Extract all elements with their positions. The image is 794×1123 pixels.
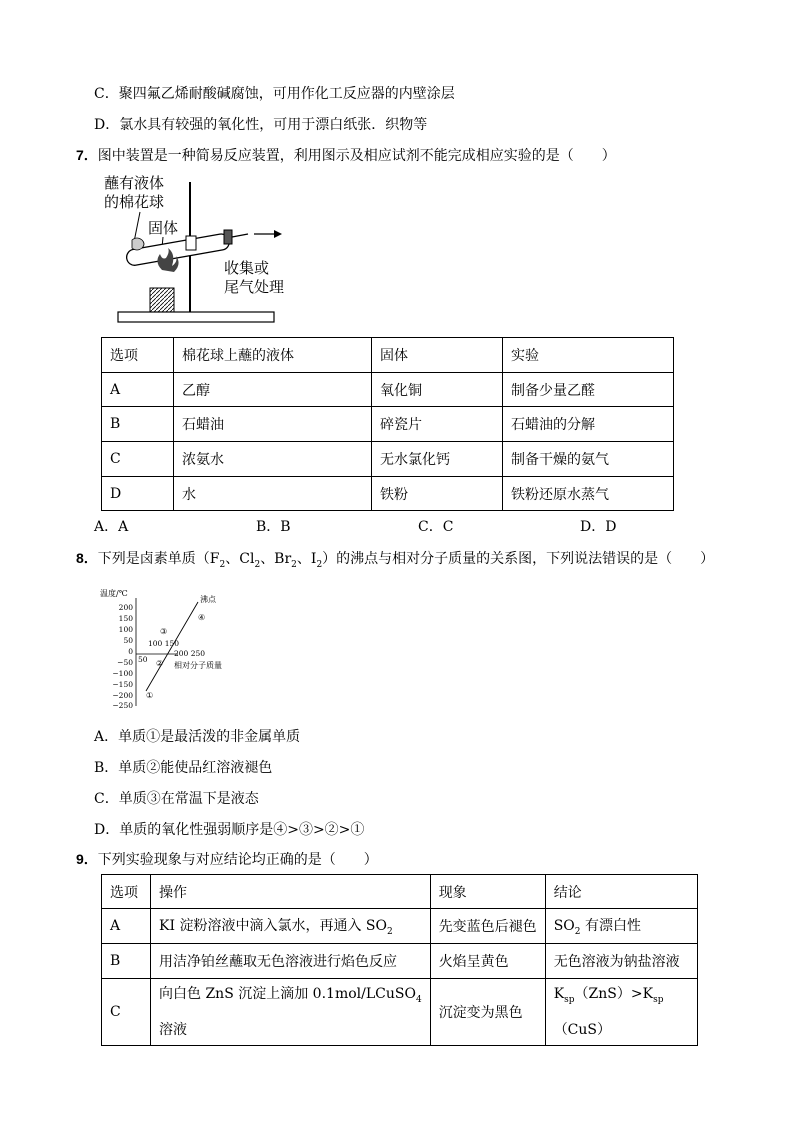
q8-sep2: 、Br <box>260 551 292 567</box>
sub: 2 <box>254 559 261 570</box>
marker-3: ③ <box>160 627 168 636</box>
sub: 2 <box>219 559 226 570</box>
table-row <box>102 407 674 442</box>
q8-stem-pre: 下列是卤素单质（F <box>97 551 220 567</box>
q7-stem-text: 图中装置是一种简易反应装置，利用图示及相应试剂不能完成相应实验的是（ ） <box>97 148 616 164</box>
q6-option-d: D．氯水具有较强的氧化性，可用于漂白纸张．织物等 <box>94 117 428 133</box>
y-tick-labels <box>112 603 133 708</box>
table-row <box>102 338 674 373</box>
cell <box>151 909 431 944</box>
y-tick: −50 <box>117 658 133 667</box>
arrow-head <box>274 230 282 238</box>
cotton-ball <box>132 238 144 250</box>
q7-table <box>101 337 674 511</box>
sub: 2 <box>316 559 323 570</box>
label-cotton-line1: 蘸有液体 <box>104 174 165 192</box>
cell: C <box>102 979 151 1046</box>
cell: B <box>102 407 174 442</box>
q7-option-d: D．D <box>580 519 617 535</box>
x-tick-100-150: 100 150 <box>148 639 180 648</box>
q9-number: 9． <box>76 851 98 867</box>
cell: C <box>102 442 174 477</box>
q8-number: 8． <box>76 550 98 566</box>
sub: sp <box>653 994 664 1005</box>
op-text: 溶液 <box>159 1021 187 1038</box>
cell: D <box>102 477 174 511</box>
cell: 石蜡油 <box>174 407 372 442</box>
q7-header-option: 选项 <box>102 338 174 373</box>
marker-4: ④ <box>198 613 206 622</box>
q8-stem <box>76 548 714 570</box>
y-tick: 0 <box>128 647 133 656</box>
q7-stem <box>76 145 616 165</box>
cell <box>545 909 697 944</box>
chart-xlabel: 相对分子质量 <box>174 661 222 670</box>
q9-header-phenomenon: 现象 <box>430 875 545 909</box>
label-cotton-line2: 的棉花球 <box>104 193 165 211</box>
q9-table <box>101 874 698 1046</box>
cell: A <box>102 909 151 944</box>
cell: 碎瓷片 <box>372 407 503 442</box>
y-tick: 100 <box>118 625 133 634</box>
cell: 铁粉还原水蒸气 <box>503 477 674 511</box>
q9-stem-text: 下列实验现象与对应结论均正确的是（ ） <box>97 852 378 868</box>
y-tick: −150 <box>112 680 133 689</box>
table-row <box>102 909 698 944</box>
cell: 石蜡油的分解 <box>503 407 674 442</box>
q7-option-c: C．C <box>418 519 454 535</box>
cell: 浓氨水 <box>174 442 372 477</box>
y-tick: −250 <box>112 701 133 708</box>
burner <box>150 288 174 312</box>
marker-2: ② <box>156 659 164 668</box>
concl-text: K <box>553 986 565 1002</box>
q7-header-experiment: 实验 <box>503 338 674 373</box>
sub: 2 <box>386 926 393 937</box>
cell: 火焰呈黄色 <box>430 944 545 979</box>
y-tick: 200 <box>118 603 133 612</box>
q8-sep1: 、Cl <box>225 551 255 567</box>
cell <box>545 979 697 1046</box>
x-tick-50: 50 <box>138 655 148 664</box>
concl-text: （ZnS）>K <box>574 986 654 1002</box>
q8-option-c: C．单质③在常温下是液态 <box>94 791 259 807</box>
y-tick: 50 <box>123 636 133 645</box>
q7-header-liquid: 棉花球上蘸的液体 <box>174 338 372 373</box>
q8-boiling-point-chart <box>100 588 250 708</box>
table-row <box>102 944 698 979</box>
q9-header-operation: 操作 <box>151 875 431 909</box>
y-tick: 150 <box>118 614 133 623</box>
cell: 乙醇 <box>174 373 372 407</box>
table-row <box>102 442 674 477</box>
sub: sp <box>564 994 575 1005</box>
cell: 铁粉 <box>372 477 503 511</box>
cell <box>151 979 431 1046</box>
cell: 制备干燥的氨气 <box>503 442 674 477</box>
op-text: KI 淀粉溶液中滴入氯水，再通入 SO <box>159 918 387 935</box>
cell: 水 <box>174 477 372 511</box>
cell: 用洁净铂丝蘸取无色溶液进行焰色反应 <box>151 944 431 979</box>
y-tick: −100 <box>112 669 133 678</box>
q7-option-a: A．A <box>94 519 129 535</box>
q7-option-b: B．B <box>256 519 291 535</box>
series-label: 沸点 <box>200 595 216 604</box>
q9-header-option: 选项 <box>102 875 151 909</box>
q7-number: 7． <box>76 147 98 163</box>
table-row <box>102 875 698 909</box>
cell: 氧化铜 <box>372 373 503 407</box>
cell: 无水氯化钙 <box>372 442 503 477</box>
concl-text: SO <box>553 918 575 935</box>
op-text: 向白色 ZnS 沉淀上滴加 0.1mol/LCuSO <box>159 986 416 1002</box>
cell: 制备少量乙醛 <box>503 373 674 407</box>
clamp <box>186 236 196 250</box>
sub: 2 <box>291 559 297 570</box>
q8-option-b: B．单质②能使品红溶液褪色 <box>94 760 273 776</box>
concl-text: 有漂白性 <box>580 918 641 935</box>
sub: 2 <box>574 926 581 937</box>
table-row <box>102 979 698 1046</box>
cell: 无色溶液为钠盐溶液 <box>545 944 697 979</box>
x-tick-200-250: 200 250 <box>174 649 206 658</box>
q9-header-conclusion: 结论 <box>545 875 697 909</box>
q7-header-solid: 固体 <box>372 338 503 373</box>
marker-1: ① <box>146 691 154 700</box>
outlet-tube <box>232 234 248 237</box>
table-row <box>102 477 674 511</box>
sub: 4 <box>415 994 422 1005</box>
q9-stem <box>76 849 378 869</box>
cell: 沉淀变为黑色 <box>430 979 545 1046</box>
q8-option-a: A．单质①是最活泼的非金属单质 <box>94 729 301 745</box>
cell: B <box>102 944 151 979</box>
label-solid: 固体 <box>148 219 179 237</box>
cell: 先变蓝色后褪色 <box>430 909 545 944</box>
q8-option-d: D．单质的氧化性强弱顺序是④>③>②>① <box>94 822 365 838</box>
q7-apparatus-figure <box>96 170 296 330</box>
cotton-leader-line <box>134 212 140 242</box>
q6-option-c: C．聚四氟乙烯耐酸碱腐蚀，可用作化工反应器的内壁涂层 <box>94 86 455 102</box>
q8-stem-post: ）的沸点与相对分子质量的关系图，下列说法错误的是（ ） <box>322 551 715 567</box>
table-row <box>102 373 674 407</box>
stand-base <box>118 312 274 322</box>
concl-text: （CuS） <box>553 1021 612 1038</box>
label-collect-line1: 收集或 <box>224 259 270 277</box>
q8-sep3: 、I <box>296 551 317 567</box>
label-collect-line2: 尾气处理 <box>224 278 285 296</box>
chart-ylabel: 温度/℃ <box>100 589 128 598</box>
cell: A <box>102 373 174 407</box>
stopper <box>224 230 232 244</box>
y-tick: −200 <box>112 691 133 700</box>
